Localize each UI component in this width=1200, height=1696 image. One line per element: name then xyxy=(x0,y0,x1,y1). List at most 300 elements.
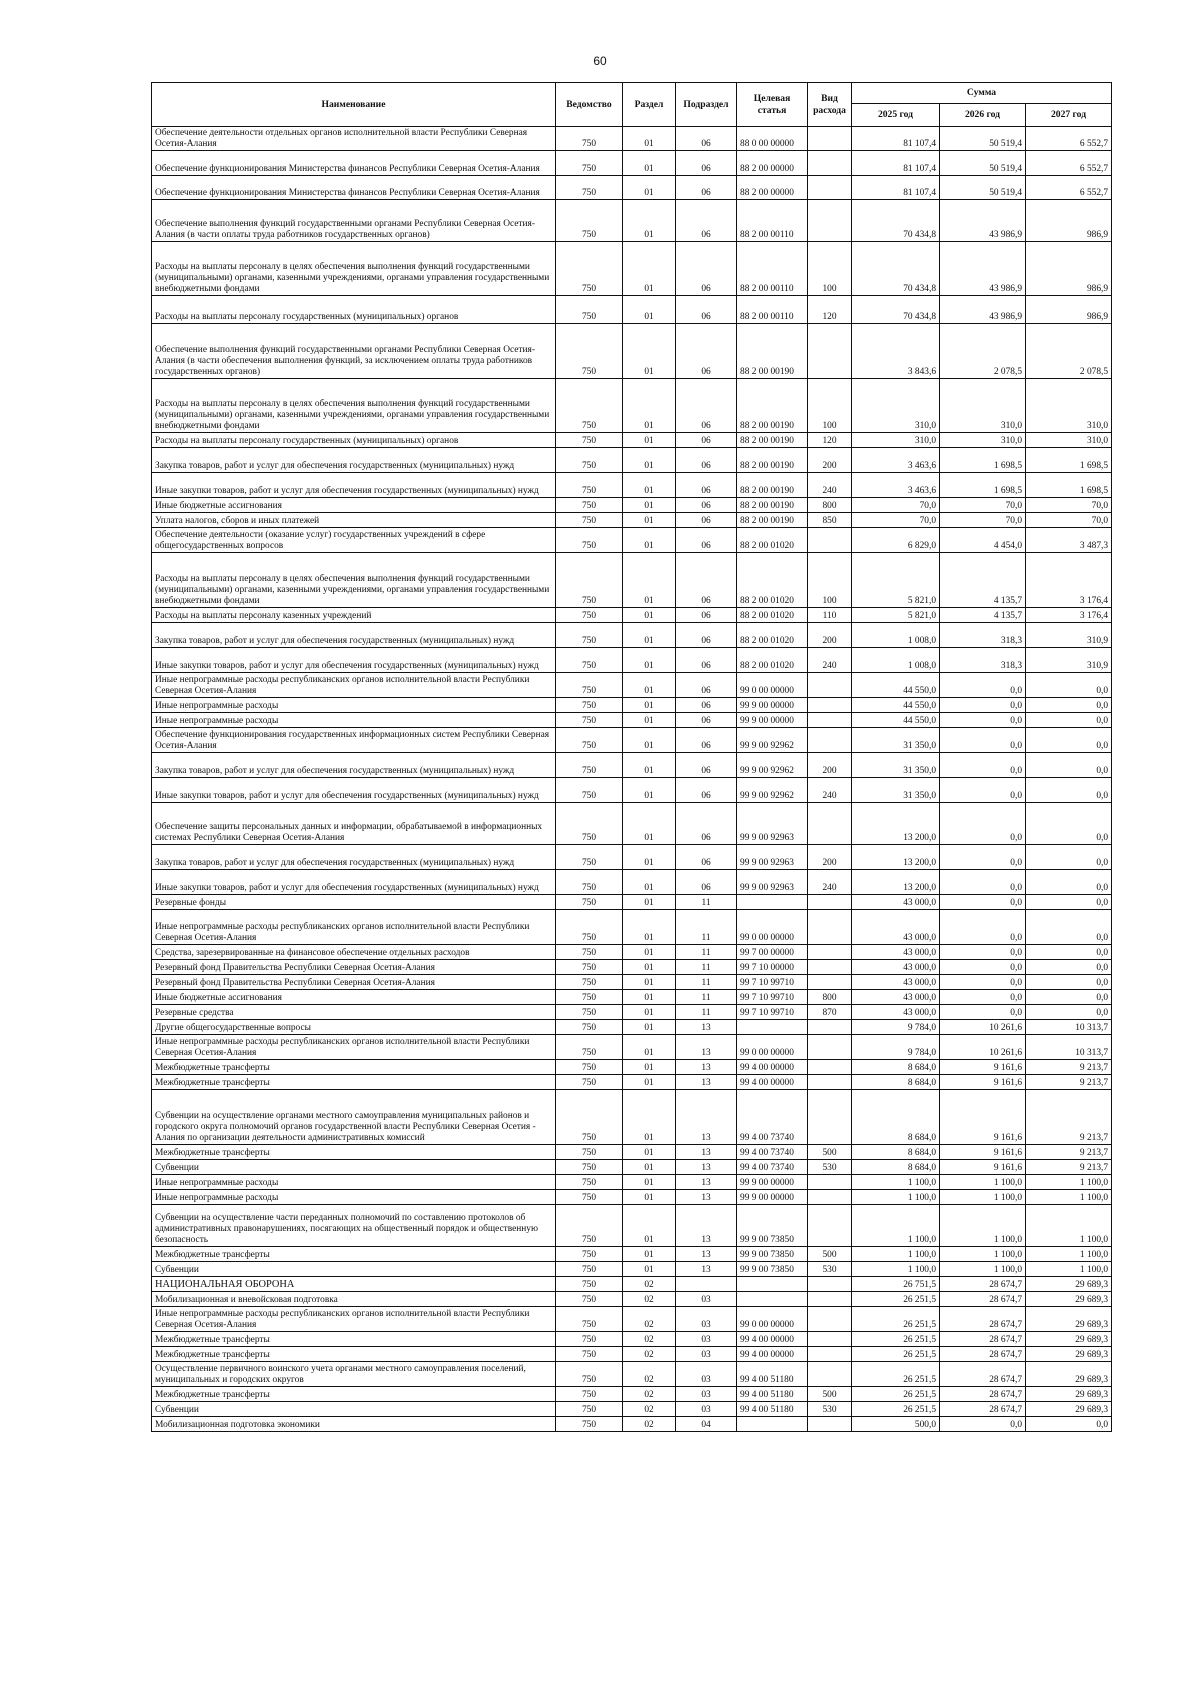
cell-exptype xyxy=(808,1362,852,1387)
cell-dept: 750 xyxy=(556,753,623,778)
cell-dept: 750 xyxy=(556,324,623,379)
cell-name: Обеспечение деятельности (оказание услуг) государственных учреждений в сфере общегосударственных вопросов xyxy=(152,528,556,553)
cell-v2025: 3 843,6 xyxy=(852,324,940,379)
cell-exptype xyxy=(808,728,852,753)
cell-dept: 750 xyxy=(556,803,623,845)
cell-subsection: 06 xyxy=(676,728,737,753)
cell-exptype xyxy=(808,1175,852,1190)
table-row xyxy=(152,1247,1112,1262)
cell-target xyxy=(737,1292,808,1307)
cell-dept: 750 xyxy=(556,845,623,870)
cell-exptype: 200 xyxy=(808,845,852,870)
cell-v2026: 4 135,7 xyxy=(940,553,1026,608)
cell-target xyxy=(737,1417,808,1432)
cell-target: 99 9 00 00000 xyxy=(737,1190,808,1205)
cell-v2025: 1 100,0 xyxy=(852,1247,940,1262)
cell-name: Иные непрограммные расходы республиканских органов исполнительной власти Республики Северная Осетия-Алания xyxy=(152,673,556,698)
cell-subsection: 13 xyxy=(676,1160,737,1175)
cell-v2026: 50 519,4 xyxy=(940,151,1026,176)
cell-target: 88 2 00 00110 xyxy=(737,296,808,324)
cell-target: 88 2 00 00000 xyxy=(737,151,808,176)
cell-v2026: 28 674,7 xyxy=(940,1347,1026,1362)
cell-v2027: 1 100,0 xyxy=(1026,1190,1112,1205)
table-row xyxy=(152,1190,1112,1205)
cell-v2025: 9 784,0 xyxy=(852,1035,940,1060)
cell-dept: 750 xyxy=(556,910,623,945)
cell-target: 99 4 00 00000 xyxy=(737,1060,808,1075)
cell-v2027: 0,0 xyxy=(1026,870,1112,895)
cell-target: 99 9 00 73850 xyxy=(737,1262,808,1277)
cell-exptype: 500 xyxy=(808,1387,852,1402)
cell-v2027: 70,0 xyxy=(1026,513,1112,528)
cell-section: 01 xyxy=(623,648,676,673)
cell-subsection: 06 xyxy=(676,553,737,608)
cell-exptype xyxy=(808,1277,852,1292)
cell-name: Иные закупки товаров, работ и услуг для обеспечения государственных (муниципальных) нужд xyxy=(152,648,556,673)
cell-dept: 750 xyxy=(556,608,623,623)
cell-v2025: 26 251,5 xyxy=(852,1387,940,1402)
cell-name: Закупка товаров, работ и услуг для обеспечения государственных (муниципальных) нужд xyxy=(152,623,556,648)
cell-name: Резервный фонд Правительства Республики Северная Осетия-Алания xyxy=(152,975,556,990)
cell-v2025: 1 100,0 xyxy=(852,1262,940,1277)
cell-section: 02 xyxy=(623,1402,676,1417)
cell-v2026: 1 100,0 xyxy=(940,1262,1026,1277)
cell-v2026: 28 674,7 xyxy=(940,1292,1026,1307)
cell-v2025: 31 350,0 xyxy=(852,728,940,753)
cell-section: 01 xyxy=(623,990,676,1005)
cell-v2026: 0,0 xyxy=(940,778,1026,803)
cell-name: Межбюджетные трансферты xyxy=(152,1332,556,1347)
cell-v2027: 0,0 xyxy=(1026,910,1112,945)
cell-subsection: 11 xyxy=(676,945,737,960)
cell-target: 88 2 00 01020 xyxy=(737,648,808,673)
cell-subsection: 06 xyxy=(676,473,737,498)
table-row xyxy=(152,473,1112,498)
cell-v2027: 9 213,7 xyxy=(1026,1075,1112,1090)
cell-subsection: 13 xyxy=(676,1145,737,1160)
cell-dept: 750 xyxy=(556,1035,623,1060)
cell-subsection: 06 xyxy=(676,528,737,553)
cell-v2027: 0,0 xyxy=(1026,990,1112,1005)
cell-subsection: 06 xyxy=(676,870,737,895)
cell-section: 01 xyxy=(623,728,676,753)
cell-name: Иные непрограммные расходы xyxy=(152,698,556,713)
cell-name: Обеспечение выполнения функций государственными органами Республики Северная Осетия-Алания (в части обеспечения выполнения функций, за исключением оплаты труда работников государственных органов) xyxy=(152,324,556,379)
cell-v2025: 70,0 xyxy=(852,498,940,513)
cell-v2026: 0,0 xyxy=(940,945,1026,960)
cell-dept: 750 xyxy=(556,379,623,433)
cell-v2027: 29 689,3 xyxy=(1026,1387,1112,1402)
cell-subsection: 06 xyxy=(676,200,737,242)
cell-section: 01 xyxy=(623,945,676,960)
cell-section: 02 xyxy=(623,1277,676,1292)
cell-v2025: 8 684,0 xyxy=(852,1060,940,1075)
cell-section: 01 xyxy=(623,1075,676,1090)
cell-name: Иные непрограммные расходы xyxy=(152,713,556,728)
cell-v2025: 31 350,0 xyxy=(852,753,940,778)
cell-name: НАЦИОНАЛЬНАЯ ОБОРОНА xyxy=(152,1277,556,1292)
cell-subsection: 06 xyxy=(676,448,737,473)
cell-dept: 750 xyxy=(556,623,623,648)
cell-name: Иные непрограммные расходы xyxy=(152,1190,556,1205)
cell-section: 01 xyxy=(623,698,676,713)
cell-section: 01 xyxy=(623,553,676,608)
cell-v2026: 0,0 xyxy=(940,895,1026,910)
cell-section: 02 xyxy=(623,1362,676,1387)
cell-v2025: 8 684,0 xyxy=(852,1090,940,1145)
cell-dept: 750 xyxy=(556,728,623,753)
cell-v2026: 0,0 xyxy=(940,990,1026,1005)
cell-name: Расходы на выплаты персоналу государственных (муниципальных) органов xyxy=(152,296,556,324)
table-row xyxy=(152,176,1112,200)
table-row xyxy=(152,608,1112,623)
table-row xyxy=(152,778,1112,803)
cell-target: 99 9 00 92963 xyxy=(737,803,808,845)
cell-v2027: 310,9 xyxy=(1026,648,1112,673)
cell-v2026: 1 100,0 xyxy=(940,1175,1026,1190)
table-row xyxy=(152,1387,1112,1402)
cell-target: 99 9 00 92963 xyxy=(737,845,808,870)
cell-target: 88 2 00 01020 xyxy=(737,623,808,648)
cell-section: 01 xyxy=(623,753,676,778)
cell-exptype xyxy=(808,176,852,200)
cell-dept: 750 xyxy=(556,975,623,990)
cell-name: Иные закупки товаров, работ и услуг для обеспечения государственных (муниципальных) нужд xyxy=(152,473,556,498)
cell-v2027: 70,0 xyxy=(1026,498,1112,513)
cell-v2026: 4 454,0 xyxy=(940,528,1026,553)
cell-name: Резервный фонд Правительства Республики Северная Осетия-Алания xyxy=(152,960,556,975)
table-row xyxy=(152,1020,1112,1035)
cell-dept: 750 xyxy=(556,990,623,1005)
cell-v2027: 986,9 xyxy=(1026,200,1112,242)
cell-exptype xyxy=(808,975,852,990)
cell-name: Межбюджетные трансферты xyxy=(152,1347,556,1362)
cell-v2026: 70,0 xyxy=(940,513,1026,528)
cell-v2025: 9 784,0 xyxy=(852,1020,940,1035)
cell-subsection: 03 xyxy=(676,1332,737,1347)
cell-v2025: 13 200,0 xyxy=(852,845,940,870)
table-row xyxy=(152,200,1112,242)
cell-v2027: 0,0 xyxy=(1026,753,1112,778)
cell-section: 01 xyxy=(623,778,676,803)
table-row xyxy=(152,910,1112,945)
cell-target: 99 9 00 73850 xyxy=(737,1205,808,1247)
budget-table xyxy=(151,82,1112,1432)
table-row xyxy=(152,698,1112,713)
cell-dept: 750 xyxy=(556,1307,623,1332)
cell-v2025: 26 251,5 xyxy=(852,1347,940,1362)
cell-v2027: 0,0 xyxy=(1026,803,1112,845)
table-row xyxy=(152,975,1112,990)
cell-dept: 750 xyxy=(556,473,623,498)
cell-exptype xyxy=(808,698,852,713)
cell-target: 88 2 00 00190 xyxy=(737,379,808,433)
cell-subsection: 13 xyxy=(676,1205,737,1247)
cell-v2027: 29 689,3 xyxy=(1026,1307,1112,1332)
table-row xyxy=(152,1060,1112,1075)
cell-subsection: 13 xyxy=(676,1020,737,1035)
cell-subsection: 13 xyxy=(676,1247,737,1262)
cell-v2025: 43 000,0 xyxy=(852,960,940,975)
cell-exptype xyxy=(808,528,852,553)
cell-target: 88 2 00 01020 xyxy=(737,553,808,608)
cell-target: 88 2 00 01020 xyxy=(737,608,808,623)
cell-dept: 750 xyxy=(556,698,623,713)
cell-v2025: 81 107,4 xyxy=(852,151,940,176)
header-section: Раздел xyxy=(623,83,676,127)
table-row xyxy=(152,960,1112,975)
cell-target: 88 2 00 00190 xyxy=(737,433,808,448)
table-row xyxy=(152,1160,1112,1175)
cell-target: 99 4 00 73740 xyxy=(737,1160,808,1175)
cell-v2026: 0,0 xyxy=(940,845,1026,870)
cell-target: 99 7 00 00000 xyxy=(737,945,808,960)
cell-v2025: 500,0 xyxy=(852,1417,940,1432)
cell-v2027: 29 689,3 xyxy=(1026,1362,1112,1387)
table-row xyxy=(152,1090,1112,1145)
cell-v2026: 28 674,7 xyxy=(940,1387,1026,1402)
cell-section: 01 xyxy=(623,1090,676,1145)
cell-target: 99 9 00 92962 xyxy=(737,778,808,803)
cell-exptype xyxy=(808,910,852,945)
cell-v2026: 1 100,0 xyxy=(940,1190,1026,1205)
cell-v2025: 26 251,5 xyxy=(852,1292,940,1307)
table-row xyxy=(152,379,1112,433)
cell-v2027: 1 698,5 xyxy=(1026,473,1112,498)
cell-dept: 750 xyxy=(556,960,623,975)
cell-section: 02 xyxy=(623,1387,676,1402)
cell-v2026: 28 674,7 xyxy=(940,1332,1026,1347)
cell-name: Обеспечение защиты персональных данных и информации, обрабатываемой в информационных системах Республики Северная Осетия-Алания xyxy=(152,803,556,845)
cell-v2026: 0,0 xyxy=(940,803,1026,845)
cell-v2027: 0,0 xyxy=(1026,713,1112,728)
cell-subsection: 06 xyxy=(676,242,737,296)
cell-subsection: 13 xyxy=(676,1075,737,1090)
cell-exptype: 240 xyxy=(808,648,852,673)
cell-name: Обеспечение функционирования Министерства финансов Республики Северная Осетия-Алания xyxy=(152,151,556,176)
cell-v2026: 1 698,5 xyxy=(940,473,1026,498)
cell-target xyxy=(737,1277,808,1292)
cell-section: 01 xyxy=(623,713,676,728)
cell-exptype: 850 xyxy=(808,513,852,528)
table-row xyxy=(152,623,1112,648)
cell-section: 01 xyxy=(623,379,676,433)
cell-section: 01 xyxy=(623,1262,676,1277)
cell-name: Закупка товаров, работ и услуг для обеспечения государственных (муниципальных) нужд xyxy=(152,448,556,473)
cell-subsection: 04 xyxy=(676,1417,737,1432)
table-row xyxy=(152,513,1112,528)
cell-dept: 750 xyxy=(556,1402,623,1417)
cell-section: 01 xyxy=(623,1035,676,1060)
cell-dept: 750 xyxy=(556,1387,623,1402)
cell-name: Иные непрограммные расходы республиканских органов исполнительной власти Республики Северная Осетия-Алания xyxy=(152,1307,556,1332)
cell-dept: 750 xyxy=(556,448,623,473)
cell-subsection: 13 xyxy=(676,1262,737,1277)
cell-subsection: 06 xyxy=(676,176,737,200)
cell-section: 01 xyxy=(623,1020,676,1035)
cell-dept: 750 xyxy=(556,200,623,242)
cell-v2026: 9 161,6 xyxy=(940,1145,1026,1160)
cell-dept: 750 xyxy=(556,242,623,296)
cell-v2027: 6 552,7 xyxy=(1026,176,1112,200)
cell-section: 01 xyxy=(623,200,676,242)
cell-name: Уплата налогов, сборов и иных платежей xyxy=(152,513,556,528)
cell-subsection: 03 xyxy=(676,1362,737,1387)
cell-subsection: 06 xyxy=(676,608,737,623)
cell-v2026: 1 100,0 xyxy=(940,1247,1026,1262)
cell-name: Расходы на выплаты персоналу в целях обеспечения выполнения функций государственными (муниципальными) органами, казенными учреждениями, органами управления государственными внебюджетными фондами xyxy=(152,379,556,433)
cell-v2026: 318,3 xyxy=(940,623,1026,648)
cell-exptype xyxy=(808,1190,852,1205)
cell-section: 01 xyxy=(623,1160,676,1175)
cell-subsection xyxy=(676,1277,737,1292)
cell-exptype xyxy=(808,803,852,845)
cell-target: 99 7 10 99710 xyxy=(737,990,808,1005)
cell-v2026: 4 135,7 xyxy=(940,608,1026,623)
cell-exptype: 120 xyxy=(808,433,852,448)
cell-v2025: 44 550,0 xyxy=(852,698,940,713)
cell-subsection: 06 xyxy=(676,845,737,870)
header-2025: 2025 год xyxy=(852,104,940,127)
cell-section: 02 xyxy=(623,1347,676,1362)
cell-dept: 750 xyxy=(556,1145,623,1160)
cell-name: Межбюджетные трансферты xyxy=(152,1247,556,1262)
cell-name: Субвенции на осуществление органами местного самоуправления муниципальных районов и городского округа полномочий органов государственной власти Республики Северная Осетия - Алания по организации деятельности административных комиссий xyxy=(152,1090,556,1145)
cell-subsection: 06 xyxy=(676,753,737,778)
cell-exptype xyxy=(808,1292,852,1307)
cell-v2027: 9 213,7 xyxy=(1026,1090,1112,1145)
cell-v2027: 310,0 xyxy=(1026,379,1112,433)
cell-dept: 750 xyxy=(556,513,623,528)
cell-exptype xyxy=(808,673,852,698)
header-2027: 2027 год xyxy=(1026,104,1112,127)
cell-subsection: 06 xyxy=(676,778,737,803)
cell-name: Закупка товаров, работ и услуг для обеспечения государственных (муниципальных) нужд xyxy=(152,845,556,870)
cell-v2025: 1 100,0 xyxy=(852,1175,940,1190)
cell-target: 99 9 00 92962 xyxy=(737,753,808,778)
cell-target: 99 0 00 00000 xyxy=(737,673,808,698)
cell-subsection: 03 xyxy=(676,1387,737,1402)
cell-v2026: 0,0 xyxy=(940,713,1026,728)
cell-target: 99 9 00 00000 xyxy=(737,698,808,713)
table-row xyxy=(152,1175,1112,1190)
cell-dept: 750 xyxy=(556,553,623,608)
cell-v2027: 0,0 xyxy=(1026,945,1112,960)
table-row xyxy=(152,1347,1112,1362)
cell-exptype: 100 xyxy=(808,553,852,608)
cell-section: 02 xyxy=(623,1292,676,1307)
cell-subsection: 06 xyxy=(676,127,737,151)
cell-v2026: 1 698,5 xyxy=(940,448,1026,473)
cell-v2025: 1 100,0 xyxy=(852,1190,940,1205)
cell-v2027: 3 176,4 xyxy=(1026,553,1112,608)
cell-name: Иные бюджетные ассигнования xyxy=(152,498,556,513)
cell-subsection: 06 xyxy=(676,513,737,528)
cell-exptype xyxy=(808,1332,852,1347)
cell-dept: 750 xyxy=(556,673,623,698)
cell-dept: 750 xyxy=(556,1262,623,1277)
cell-dept: 750 xyxy=(556,1060,623,1075)
cell-target: 88 2 00 00190 xyxy=(737,473,808,498)
cell-name: Средства, зарезервированные на финансовое обеспечение отдельных расходов xyxy=(152,945,556,960)
cell-dept: 750 xyxy=(556,1247,623,1262)
table-row xyxy=(152,151,1112,176)
cell-subsection: 11 xyxy=(676,975,737,990)
cell-section: 01 xyxy=(623,1205,676,1247)
cell-target: 99 4 00 00000 xyxy=(737,1075,808,1090)
table-row xyxy=(152,1402,1112,1417)
cell-exptype: 500 xyxy=(808,1247,852,1262)
cell-exptype: 530 xyxy=(808,1402,852,1417)
cell-section: 01 xyxy=(623,623,676,648)
cell-name: Иные бюджетные ассигнования xyxy=(152,990,556,1005)
cell-v2026: 0,0 xyxy=(940,870,1026,895)
table-body xyxy=(152,127,1112,1432)
cell-section: 01 xyxy=(623,127,676,151)
cell-target: 88 0 00 00000 xyxy=(737,127,808,151)
table-row xyxy=(152,127,1112,151)
table-row xyxy=(152,870,1112,895)
cell-section: 01 xyxy=(623,910,676,945)
page-number: 60 xyxy=(593,54,607,68)
cell-v2025: 6 829,0 xyxy=(852,528,940,553)
cell-v2026: 43 986,9 xyxy=(940,242,1026,296)
cell-dept: 750 xyxy=(556,778,623,803)
cell-subsection: 03 xyxy=(676,1307,737,1332)
cell-v2027: 0,0 xyxy=(1026,895,1112,910)
table-row xyxy=(152,1292,1112,1307)
cell-dept: 750 xyxy=(556,1075,623,1090)
cell-v2027: 310,9 xyxy=(1026,623,1112,648)
table-row xyxy=(152,1417,1112,1432)
cell-dept: 750 xyxy=(556,296,623,324)
cell-name: Субвенции на осуществление части переданных полномочий по составлению протоколов об административных правонарушениях, посягающих на общественный порядок и общественную безопасность xyxy=(152,1205,556,1247)
cell-dept: 750 xyxy=(556,1205,623,1247)
cell-name: Межбюджетные трансферты xyxy=(152,1145,556,1160)
cell-v2027: 0,0 xyxy=(1026,1417,1112,1432)
cell-target: 99 4 00 73740 xyxy=(737,1090,808,1145)
cell-v2026: 0,0 xyxy=(940,1005,1026,1020)
cell-v2025: 70,0 xyxy=(852,513,940,528)
cell-v2025: 43 000,0 xyxy=(852,945,940,960)
table-row xyxy=(152,324,1112,379)
cell-v2025: 26 251,5 xyxy=(852,1332,940,1347)
cell-section: 01 xyxy=(623,1145,676,1160)
cell-dept: 750 xyxy=(556,895,623,910)
cell-exptype xyxy=(808,713,852,728)
cell-v2026: 10 261,6 xyxy=(940,1035,1026,1060)
cell-v2027: 9 213,7 xyxy=(1026,1145,1112,1160)
cell-v2025: 310,0 xyxy=(852,379,940,433)
cell-v2027: 6 552,7 xyxy=(1026,127,1112,151)
cell-section: 01 xyxy=(623,1247,676,1262)
cell-target: 99 9 00 00000 xyxy=(737,713,808,728)
cell-exptype: 100 xyxy=(808,379,852,433)
cell-target: 99 4 00 73740 xyxy=(737,1145,808,1160)
cell-name: Межбюджетные трансферты xyxy=(152,1075,556,1090)
cell-section: 01 xyxy=(623,448,676,473)
cell-v2027: 0,0 xyxy=(1026,698,1112,713)
cell-v2026: 1 100,0 xyxy=(940,1205,1026,1247)
cell-dept: 750 xyxy=(556,1292,623,1307)
cell-v2025: 70 434,8 xyxy=(852,242,940,296)
cell-subsection: 11 xyxy=(676,960,737,975)
cell-v2025: 8 684,0 xyxy=(852,1075,940,1090)
cell-v2027: 1 100,0 xyxy=(1026,1175,1112,1190)
cell-v2025: 8 684,0 xyxy=(852,1160,940,1175)
cell-exptype: 870 xyxy=(808,1005,852,1020)
cell-v2027: 29 689,3 xyxy=(1026,1347,1112,1362)
